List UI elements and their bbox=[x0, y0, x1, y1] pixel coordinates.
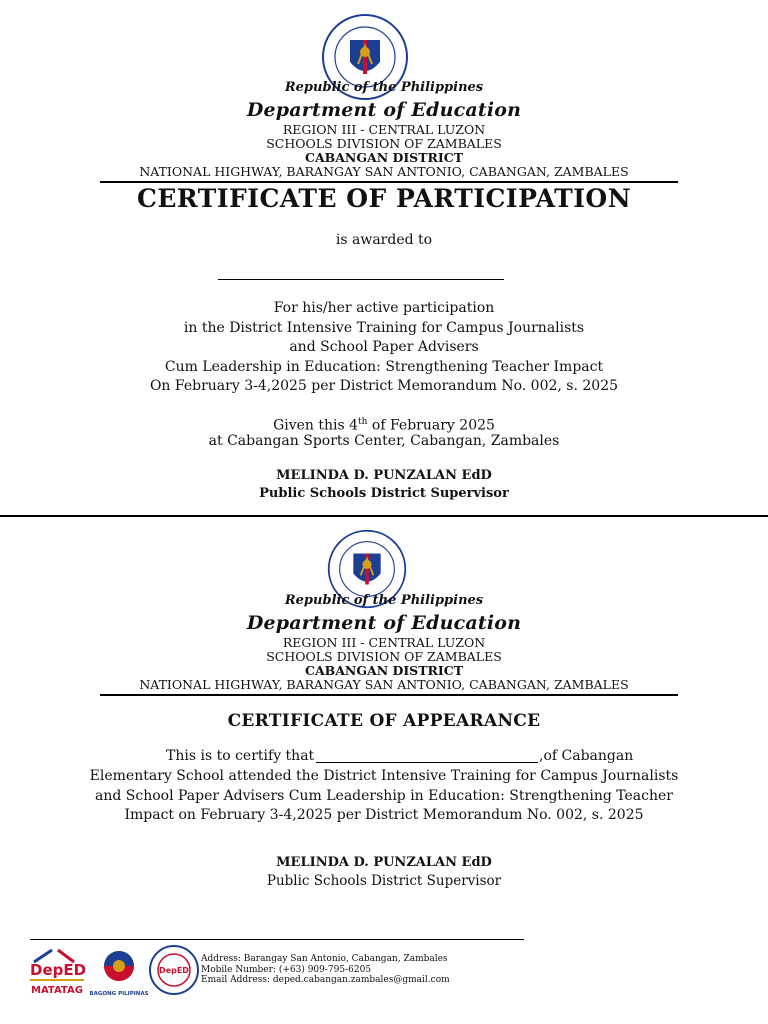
footer-mobile: Mobile Number: (+63) 909-795-6205 bbox=[201, 964, 372, 975]
header-rule bbox=[100, 694, 678, 696]
division-text: SCHOOLS DIVISION OF ZAMBALES bbox=[266, 649, 502, 664]
participation-line-5: On February 3-4,2025 per District Memorandum No. 002, s. 2025 bbox=[149, 378, 619, 394]
venue-text: at Cabangan Sports Center, Cabangan, Zambales bbox=[208, 433, 560, 449]
bagong-pilipinas-logo bbox=[90, 944, 148, 1002]
cut-line bbox=[0, 515, 768, 517]
region-text: REGION III - CENTRAL LUZON bbox=[282, 635, 486, 650]
participation-line-3: and School Paper Advisers bbox=[289, 339, 479, 355]
participation-line-4: Cum Leadership in Education: Strengthening Teacher Impact bbox=[164, 359, 604, 375]
participation-line-2: in the District Intensive Training for Campus Journalists bbox=[183, 320, 585, 336]
signatory-position: Public Schools District Supervisor bbox=[259, 486, 509, 501]
division-text: SCHOOLS DIVISION OF ZAMBALES bbox=[266, 136, 502, 151]
svg-text:BAGONG PILIPINAS: BAGONG PILIPINAS bbox=[90, 991, 148, 997]
republic-text: Republic of the Philippines bbox=[284, 80, 484, 95]
footer-email[interactable]: Email Address: deped.cabangan.zambales@gmail.com bbox=[201, 975, 450, 985]
footer-rule bbox=[30, 939, 524, 940]
certificate-title: CERTIFICATE OF APPEARANCE bbox=[227, 711, 541, 731]
participation-line-1: For his/her active participation bbox=[273, 300, 495, 316]
svg-text:MATATAG: MATATAG bbox=[31, 985, 83, 996]
footer-contact bbox=[201, 954, 450, 986]
republic-text: Republic of the Philippines bbox=[284, 593, 484, 608]
address-text: NATIONAL HIGHWAY, BARANGAY SAN ANTONIO, CABANGAN, ZAMBALES bbox=[139, 677, 629, 692]
given-date-text: Given this 4th of February 2025 bbox=[273, 417, 495, 434]
awarded-text: is awarded to bbox=[335, 232, 433, 248]
svg-text:DepED: DepED bbox=[159, 966, 189, 975]
appearance-name-line[interactable] bbox=[316, 762, 538, 763]
footer-address: Address: Barangay San Antonio, Cabangan, Zambales bbox=[201, 954, 448, 964]
signatory-name: MELINDA D. PUNZALAN EdD bbox=[276, 468, 492, 483]
signatory-name: MELINDA D. PUNZALAN EdD bbox=[276, 855, 492, 870]
district-seal-icon bbox=[148, 944, 200, 996]
region-text: REGION III - CENTRAL LUZON bbox=[282, 122, 486, 137]
district-text: CABANGAN DISTRICT bbox=[305, 663, 463, 678]
signatory-position: Public Schools District Supervisor bbox=[266, 873, 502, 889]
svg-text:DepED: DepED bbox=[30, 961, 87, 979]
appearance-line-3: Impact on February 3-4,2025 per District Memorandum No. 002, s. 2025 bbox=[124, 807, 644, 823]
certificate-title: CERTIFICATE OF PARTICIPATION bbox=[136, 184, 632, 213]
department-text: Department of Education bbox=[246, 99, 522, 121]
district-text: CABANGAN DISTRICT bbox=[305, 150, 463, 165]
header-rule bbox=[100, 181, 678, 183]
recipient-name-line[interactable] bbox=[218, 279, 504, 280]
address-text: NATIONAL HIGHWAY, BARANGAY SAN ANTONIO, CABANGAN, ZAMBALES bbox=[139, 164, 629, 179]
appearance-line-2: and School Paper Advisers Cum Leadership in Education: Strengthening Teacher bbox=[95, 788, 673, 804]
deped-matatag-logo bbox=[28, 944, 90, 1002]
department-text: Department of Education bbox=[246, 612, 522, 634]
appearance-line-1: Elementary School attended the District Intensive Training for Campus Journalists bbox=[89, 768, 679, 784]
